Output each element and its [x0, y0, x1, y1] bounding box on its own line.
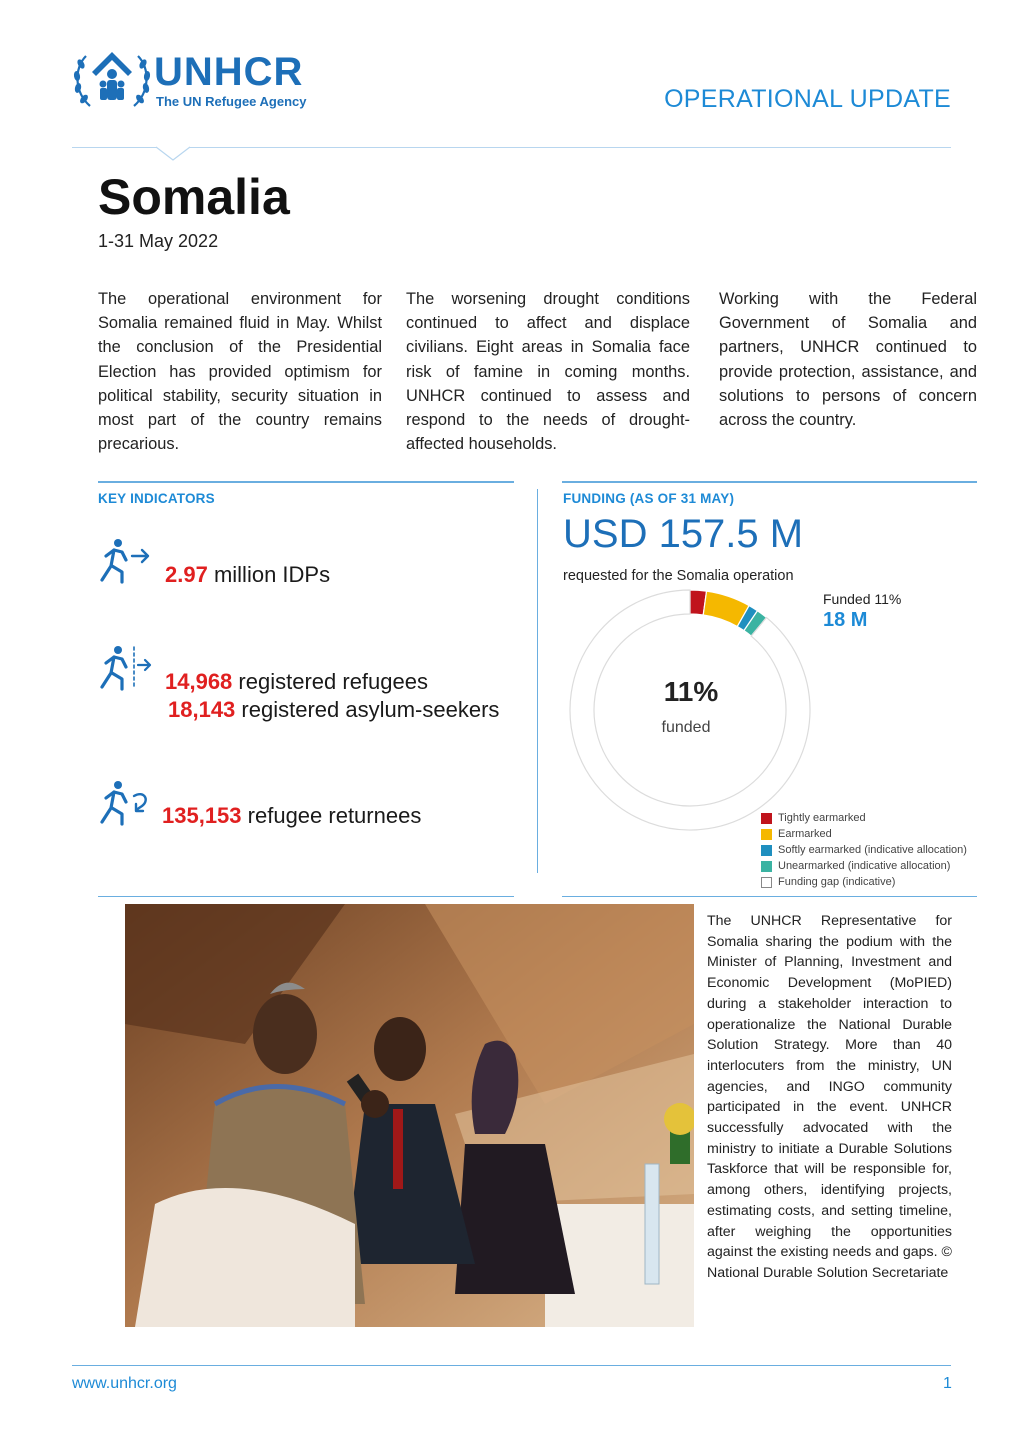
donut-slice-5: [570, 590, 810, 830]
legend-item: [761, 826, 967, 842]
funding-donut-chart: [562, 582, 818, 838]
refugee-icon: [96, 643, 154, 693]
photo-caption: The UNHCR Representative for Somalia sharing the podium with the Minister of Planning, Investment and Economic Development (MoPIED) during a stakeholder interaction to operationalize the National Durable Solution Strategy. More than 40 interlocuters from the ministry, UN agencies, and INGO community participated in the event. UNHCR successfully advocated with the ministry to initiate a Durable Solutions Taskforce that will be responsible for, among others, identifying projects, estimating costs, and setting timeline, after weighing the opportunities against the existing needs and gaps. © National Durable Solution Secretariate: [707, 913, 952, 1281]
legend-label: Softly earmarked (indicative allocation): [778, 844, 967, 856]
header-divider: [72, 147, 951, 148]
legend-swatch: [761, 877, 772, 888]
legend-item: [761, 874, 967, 890]
logo-wordmark: UNHCR: [154, 50, 304, 94]
document-type: OPERATIONAL UPDATE: [664, 85, 951, 113]
returnee-icon: [96, 778, 154, 828]
page-title: Somalia: [98, 169, 290, 225]
refugees-value: 14,968: [165, 669, 233, 694]
legend-swatch: [761, 845, 772, 856]
indicator-idps: [165, 562, 330, 588]
chart-legend: [761, 810, 967, 890]
section-divider-right: [562, 896, 977, 897]
page-number: 1: [943, 1375, 952, 1392]
section-divider-left: [98, 896, 514, 897]
idp-icon: [96, 536, 154, 586]
funding-subtitle: requested for the Somalia operation: [563, 568, 794, 584]
indicator-returnees: [162, 803, 421, 829]
idps-value: 2.97: [165, 562, 208, 587]
column-divider: [537, 489, 538, 873]
header-notch: [156, 146, 190, 162]
unhcr-logo: [72, 48, 352, 118]
asylum-seekers-value: 18,143: [168, 697, 236, 722]
event-photo: [125, 904, 694, 1327]
funding-amount: USD 157.5 M: [563, 512, 804, 556]
returnees-label: refugee returnees: [247, 803, 422, 828]
footer-url-link[interactable]: www.unhcr.org: [72, 1375, 177, 1392]
funded-value: 18 M: [823, 609, 868, 631]
legend-label: Funding gap (indicative): [778, 876, 896, 888]
legend-label: Unearmarked (indicative allocation): [778, 860, 951, 872]
legend-item: [761, 842, 967, 858]
key-indicators-rule: [98, 481, 514, 483]
footer-divider: [72, 1365, 951, 1366]
asylum-seekers-label: registered asylum-seekers: [241, 697, 500, 722]
idps-label: million IDPs: [213, 562, 331, 587]
funding-rule: [562, 481, 977, 483]
refugees-label: registered refugees: [238, 669, 428, 694]
logo-subtitle: The UN Refugee Agency: [156, 94, 307, 109]
unhcr-emblem-icon: [72, 48, 152, 112]
legend-swatch: [761, 861, 772, 872]
indicator-refugees: [165, 669, 428, 695]
legend-label: Earmarked: [778, 828, 832, 840]
reporting-period: 1-31 May 2022: [98, 231, 219, 251]
legend-item: [761, 810, 967, 826]
returnees-value: 135,153: [162, 803, 242, 828]
intro-column-1: The operational environment for Somalia remained fluid in May. Whilst the conclusion of the Presidential Election has provided optimism for political stability, security situation in most part of the country remains precarious.: [98, 290, 382, 454]
donut-center-label: funded: [661, 719, 711, 736]
funding-title: FUNDING (AS OF 31 MAY): [563, 491, 735, 506]
legend-item: [761, 858, 967, 874]
legend-swatch: [761, 813, 772, 824]
intro-column-2: The worsening drought conditions continued to affect and displace civilians. Eight areas in Somalia face risk of famine in coming months. UNHCR continued to assess and respond to the needs of drought- affected households.: [406, 290, 690, 454]
indicator-asylum-seekers: [168, 697, 499, 723]
legend-label: Tightly earmarked: [778, 812, 866, 824]
legend-swatch: [761, 829, 772, 840]
donut-center-percent: 11%: [663, 676, 719, 707]
funded-label: Funded 11%: [823, 591, 902, 607]
intro-column-3: Working with the Federal Government of Somalia and partners, UNHCR continued to provide protection, assistance, and solutions to persons of concern across the country.: [719, 290, 977, 430]
key-indicators-title: KEY INDICATORS: [98, 491, 215, 506]
